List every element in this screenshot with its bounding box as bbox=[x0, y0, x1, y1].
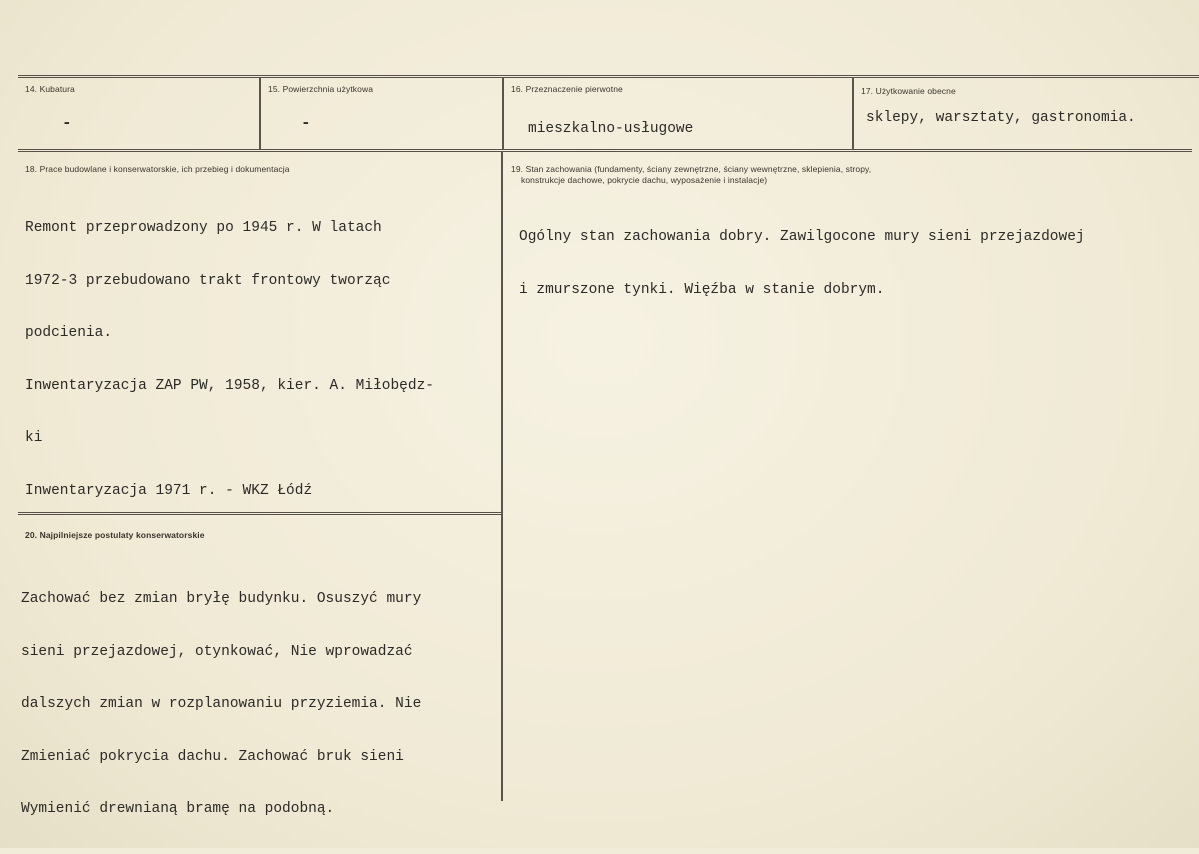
field-16-label: 16. Przeznaczenie pierwotne bbox=[511, 84, 623, 94]
field-15-label: 15. Powierzchnia użytkowa bbox=[268, 84, 374, 94]
field-19-line: i zmurszone tynki. Więźba w stanie dobrym. bbox=[519, 281, 885, 298]
field-18-line: Remont przeprowadzony po 1945 r. W latach bbox=[25, 220, 382, 236]
field-18-line: Inwentaryzacja 1971 r. - WKZ Łódź bbox=[25, 482, 313, 499]
field-18-label: 18. Prace budowlane i konserwatorskie, ich przebieg i dokumentacja bbox=[25, 164, 290, 174]
field-19-label-cont: konstrukcje dachowe, pokrycie dachu, wyposażenie i instalacje) bbox=[521, 175, 768, 185]
field-18-text bbox=[25, 185, 434, 535]
field-16-value: mieszkalno-usługowe bbox=[528, 121, 694, 137]
divider-16-17 bbox=[852, 77, 854, 149]
field-18-line: podcienia. bbox=[25, 325, 113, 341]
field-20-line: Zachować bez zmian bryłę budynku. Osuszyć mury bbox=[21, 591, 422, 607]
field-14-value: - bbox=[62, 114, 72, 132]
field-14-label: 14. Kubatura bbox=[25, 84, 75, 94]
field-18-line: Inwentaryzacja ZAP PW, 1958, kier. A. Miłobędz- bbox=[25, 377, 434, 394]
field-20-line: Wymienić drewnianą bramę na podobną. bbox=[21, 801, 335, 817]
field-20-line: sieni przejazdowej, otynkować, Nie wprowadzać bbox=[21, 643, 413, 660]
field-20-label: 20. Najpilniejsze postulaty konserwatorskie bbox=[25, 530, 205, 540]
field-19-line: Ogólny stan zachowania dobry. Zawilgocone mury sieni przejazdowej bbox=[519, 229, 1085, 245]
field-17-value: sklepy, warsztaty, gastronomia. bbox=[866, 110, 1136, 126]
field-19-text bbox=[519, 194, 1085, 334]
field-19-label: 19. Stan zachowania (fundamenty, ściany zewnętrzne, ściany wewnętrzne, sklepienia, stropy, bbox=[511, 164, 872, 174]
divider-15-16 bbox=[502, 77, 504, 149]
divider-14-15 bbox=[259, 77, 261, 149]
row1-bottom-rule bbox=[18, 149, 1192, 152]
field-20-line: dalszych zmian w rozplanowaniu przyziemia. Nie bbox=[21, 696, 422, 712]
main-divider bbox=[501, 151, 503, 801]
field-17-label: 17. Użytkowanie obecne bbox=[861, 86, 956, 96]
top-rule bbox=[18, 75, 1199, 78]
field-18-line: 1972-3 przebudowano trakt frontowy tworząc bbox=[25, 272, 391, 289]
field-18-line: ki bbox=[25, 430, 43, 446]
field-20-text bbox=[21, 556, 421, 854]
field-20-line: Zmieniać pokrycia dachu. Zachować bruk sieni bbox=[21, 748, 404, 765]
field-15-value: - bbox=[301, 114, 311, 132]
